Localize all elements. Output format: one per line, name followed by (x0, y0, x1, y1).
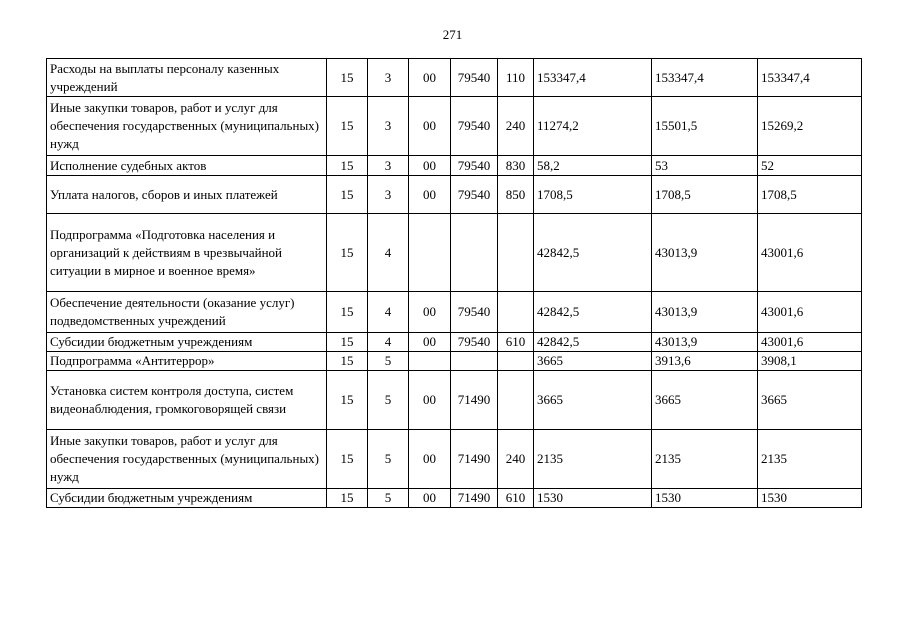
table-row (47, 214, 862, 292)
page-number: 271 (442, 27, 463, 42)
row-name: Субсидии бюджетным учреждениям (47, 489, 327, 508)
subsection-code: 4 (368, 333, 409, 352)
target-code-part: 00 (409, 333, 451, 352)
target-code: 79540 (451, 97, 498, 156)
table-row (47, 371, 862, 430)
section-code: 15 (327, 97, 368, 156)
amount-year-2: 3665 (652, 371, 758, 430)
section-code: 15 (327, 489, 368, 508)
target-code-part (409, 214, 451, 292)
subsection-code: 4 (368, 292, 409, 333)
section-code: 15 (327, 352, 368, 371)
amount-year-1: 3665 (534, 371, 652, 430)
table-row (47, 97, 862, 156)
amount-year-1: 1530 (534, 489, 652, 508)
table-row (47, 430, 862, 489)
row-name: Иные закупки товаров, работ и услуг для обеспечения государственных (муниципальных) нужд (47, 430, 327, 489)
section-code: 15 (327, 292, 368, 333)
amount-year-2: 2135 (652, 430, 758, 489)
subsection-code: 5 (368, 489, 409, 508)
subsection-code: 5 (368, 352, 409, 371)
subsection-code: 3 (368, 176, 409, 214)
subsection-code: 4 (368, 214, 409, 292)
target-code-part: 00 (409, 156, 451, 176)
row-name: Исполнение судебных актов (47, 156, 327, 176)
expense-type-code (498, 352, 534, 371)
amount-year-1: 11274,2 (534, 97, 652, 156)
expense-type-code: 610 (498, 489, 534, 508)
amount-year-2: 43013,9 (652, 214, 758, 292)
amount-year-1: 153347,4 (534, 59, 652, 97)
amount-year-3: 1708,5 (758, 176, 862, 214)
target-code: 79540 (451, 333, 498, 352)
target-code-part: 00 (409, 292, 451, 333)
subsection-code: 3 (368, 59, 409, 97)
expense-type-code: 830 (498, 156, 534, 176)
amount-year-2: 43013,9 (652, 333, 758, 352)
target-code: 71490 (451, 489, 498, 508)
table-row (47, 156, 862, 176)
row-name: Уплата налогов, сборов и иных платежей (47, 176, 327, 214)
amount-year-1: 3665 (534, 352, 652, 371)
amount-year-3: 3908,1 (758, 352, 862, 371)
table-row (47, 292, 862, 333)
target-code: 79540 (451, 59, 498, 97)
section-code: 15 (327, 371, 368, 430)
target-code-part: 00 (409, 97, 451, 156)
section-code: 15 (327, 430, 368, 489)
subsection-code: 5 (368, 371, 409, 430)
amount-year-1: 1708,5 (534, 176, 652, 214)
amount-year-2: 153347,4 (652, 59, 758, 97)
amount-year-2: 1530 (652, 489, 758, 508)
table-row (47, 333, 862, 352)
subsection-code: 3 (368, 156, 409, 176)
amount-year-2: 53 (652, 156, 758, 176)
amount-year-3: 43001,6 (758, 292, 862, 333)
subsection-code: 3 (368, 97, 409, 156)
section-code: 15 (327, 176, 368, 214)
target-code-part: 00 (409, 489, 451, 508)
table-row (47, 352, 862, 371)
target-code-part: 00 (409, 430, 451, 489)
target-code-part: 00 (409, 59, 451, 97)
target-code-part: 00 (409, 176, 451, 214)
target-code-part (409, 352, 451, 371)
expense-type-code (498, 214, 534, 292)
expense-type-code (498, 292, 534, 333)
expense-type-code: 240 (498, 97, 534, 156)
target-code: 71490 (451, 371, 498, 430)
row-name: Обеспечение деятельности (оказание услуг) подведомственных учреждений (47, 292, 327, 333)
amount-year-2: 3913,6 (652, 352, 758, 371)
amount-year-3: 52 (758, 156, 862, 176)
amount-year-1: 2135 (534, 430, 652, 489)
expense-type-code: 610 (498, 333, 534, 352)
table-row (47, 489, 862, 508)
section-code: 15 (327, 333, 368, 352)
section-code: 15 (327, 59, 368, 97)
row-name: Установка систем контроля доступа, систем видеонаблюдения, громкоговорящей связи (47, 371, 327, 430)
amount-year-3: 43001,6 (758, 214, 862, 292)
budget-table (46, 58, 862, 508)
amount-year-1: 42842,5 (534, 333, 652, 352)
expense-type-code: 240 (498, 430, 534, 489)
amount-year-1: 42842,5 (534, 214, 652, 292)
table-row (47, 59, 862, 97)
target-code (451, 214, 498, 292)
amount-year-3: 2135 (758, 430, 862, 489)
amount-year-1: 42842,5 (534, 292, 652, 333)
row-name: Подпрограмма «Антитеррор» (47, 352, 327, 371)
amount-year-3: 153347,4 (758, 59, 862, 97)
amount-year-3: 1530 (758, 489, 862, 508)
amount-year-3: 3665 (758, 371, 862, 430)
target-code: 79540 (451, 292, 498, 333)
expense-type-code (498, 371, 534, 430)
section-code: 15 (327, 156, 368, 176)
row-name: Иные закупки товаров, работ и услуг для обеспечения государственных (муниципальных) нужд (47, 97, 327, 156)
table-row (47, 176, 862, 214)
amount-year-2: 15501,5 (652, 97, 758, 156)
target-code: 79540 (451, 156, 498, 176)
amount-year-3: 15269,2 (758, 97, 862, 156)
expense-type-code: 850 (498, 176, 534, 214)
section-code: 15 (327, 214, 368, 292)
expense-type-code: 110 (498, 59, 534, 97)
amount-year-1: 58,2 (534, 156, 652, 176)
amount-year-2: 1708,5 (652, 176, 758, 214)
amount-year-3: 43001,6 (758, 333, 862, 352)
row-name: Подпрограмма «Подготовка населения и организаций к действиям в чрезвычайной ситуации в мирное и военное время» (47, 214, 327, 292)
target-code (451, 352, 498, 371)
subsection-code: 5 (368, 430, 409, 489)
target-code: 79540 (451, 176, 498, 214)
amount-year-2: 43013,9 (652, 292, 758, 333)
row-name: Расходы на выплаты персоналу казенных учреждений (47, 59, 327, 97)
target-code: 71490 (451, 430, 498, 489)
row-name: Субсидии бюджетным учреждениям (47, 333, 327, 352)
target-code-part: 00 (409, 371, 451, 430)
